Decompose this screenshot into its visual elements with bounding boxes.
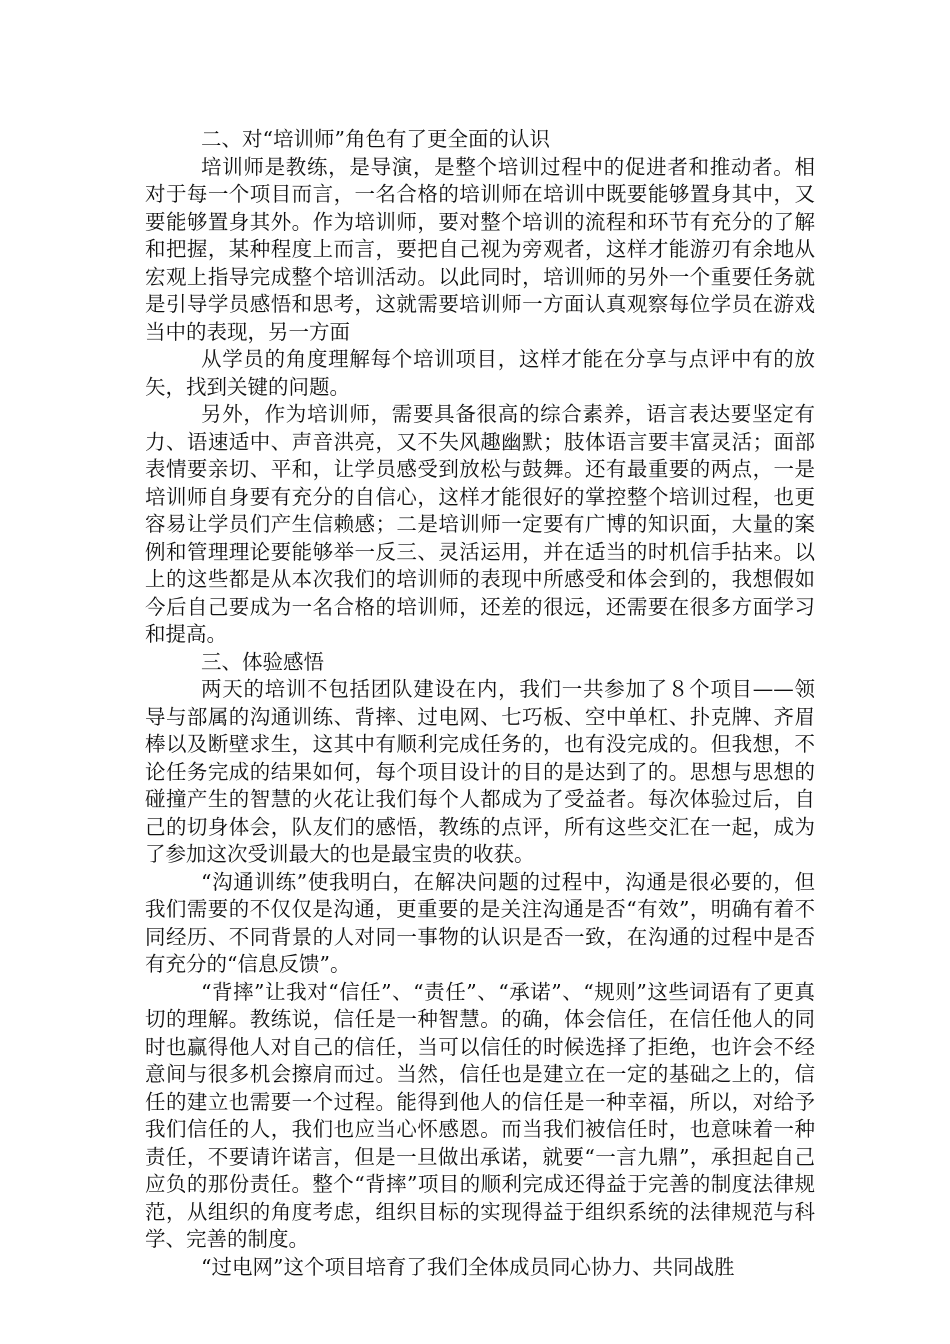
paragraph-electric-net: “过电网”这个项目培育了我们全体成员同心协力、共同战胜 [201, 1254, 735, 1279]
paragraph-communication-training: “沟通训练”使我明白，在解决问题的过程中，沟通是很必要的，但我们需要的不仅仅是沟通，更重要的是关注沟通是否“有效”，明确有着不同经历、不同背景的人对同一事物的认识是否一致，在沟通的过程中是否有充分的“信息反馈”。 [145, 869, 815, 976]
paragraph-projects-overview: 两天的培训不包括团队建设在内，我们一共参加了８个项目——领导与部属的沟通训练、背摔、过电网、七巧板、空中单杠、扑克牌、齐眉棒以及断壁求生，这其中有顺利完成任务的，也有没完成的。但我想，不论任务完成的结果如何，每个项目设计的目的是达到了的。思想与思想的碰撞产生的智慧的火花让我们每个人都成为了受益者。每次体验过后，自己的切身体会，队友们的感悟，教练的点评，所有这些交汇在一起，成为了参加这次受训最大的也是最宝贵的收获。 [145, 677, 815, 866]
paragraph-trainer-qualities: 另外，作为培训师，需要具备很高的综合素养，语言表达要坚定有力、语速适中、声音洪亮，又不失风趣幽默；肢体语言要丰富灵活；面部表情要亲切、平和，让学员感受到放松与鼓舞。还有最重要的两点，一是培训师自身要有充分的自信心，这样才能很好的掌控整个培训过程，也更容易让学员们产生信赖感；二是培训师一定要有广博的知识面，大量的案例和管理理论要能够举一反三、灵活运用，并在适当的时机信手拈来。以上的这些都是从本次我们的培训师的表现中所感受和体会到的，我想假如今后自己要成为一名合格的培训师，还差的很远，还需要在很多方面学习和提高。 [145, 402, 815, 646]
paragraph-trainer-role: 培训师是教练，是导演，是整个培训过程中的促进者和推动者。相对于每一个项目而言，一名合格的培训师在培训中既要能够置身其中，又要能够置身其外。作为培训师，要对整个培训的流程和环节有充分的了解和把握，某种程度上而言，要把自己视为旁观者，这样才能游刃有余地从宏观上指导完成整个培训活动。以此同时，培训师的另外一个重要任务就是引导学员感悟和思考，这就需要培训师一方面认真观察每位学员在游戏当中的表现，另一方面 [145, 154, 815, 344]
document-page [145, 126, 815, 1281]
paragraph-trainee-perspective: 从学员的角度理解每个培训项目，这样才能在分享与点评中有的放矢，找到关键的问题。 [145, 347, 815, 399]
paragraph-trust-fall: “背摔”让我对“信任”、“责任”、“承诺”、“规则”这些词语有了更真切的理解。教练说，信任是一种智慧。的确，体会信任，在信任他人的同时也赢得他人对自己的信任，当可以信任的时候选择了拒绝，也许会不经意间与很多机会擦肩而过。当然，信任也是建立在一定的基础之上的，信任的建立也需要一个过程。能得到他人的信任是一种幸福，所以，对给予我们信任的人，我们也应当心怀感恩。而当我们被信任时，也意味着一种责任，不要请许诺言，但是一旦做出承诺，就要“一言九鼎”，承担起自己应负的那份责任。整个“背摔”项目的顺利完成还得益于完善的制度法律规范，从组织的角度考虑，组织目标的实现得益于组织系统的法律规范与科学、完善的制度。 [145, 979, 815, 1251]
section-heading-experience: 三、体验感悟 [201, 649, 324, 674]
section-heading-trainer-role: 二、对“培训师”角色有了更全面的认识 [201, 127, 550, 151]
